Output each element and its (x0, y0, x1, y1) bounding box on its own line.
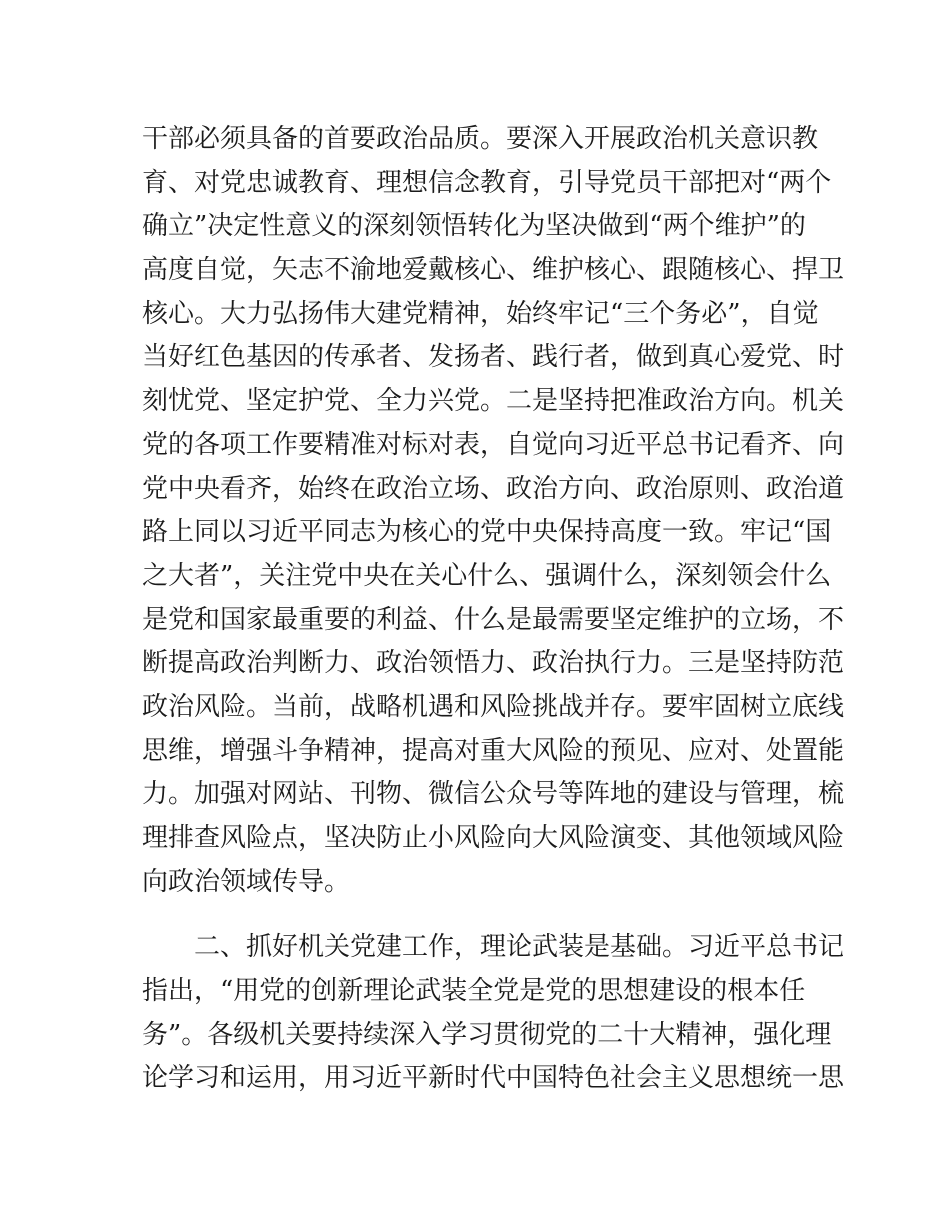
paragraph-spacer (142, 904, 822, 926)
text-line: 二、抓好机关党建工作，理论武装是基础。习近平总书记 (142, 932, 845, 963)
text-line: 党的各项工作要精准对标对表，自觉向习近平总书记看齐、向 (142, 429, 845, 460)
text-line: 党中央看齐，始终在政治立场、政治方向、政治原则、政治道 (142, 473, 845, 504)
text-line: 高度自觉，矢志不渝地爱戴核心、维护核心、跟随核心、捍卫 (142, 255, 845, 286)
text-line: 路上同以习近平同志为核心的党中央保持高度一致。牢记“国 (142, 517, 832, 548)
text-line: 指出，“用党的创新理论武装全党是党的思想建设的根本任 (142, 976, 806, 1007)
text-line: 力。加强对网站、刊物、微信公众号等阵地的建设与管理，梳 (142, 779, 845, 810)
text-line: 断提高政治判断力、政治领悟力、政治执行力。三是坚持防范 (142, 648, 845, 679)
text-line: 核心。大力弘扬伟大建党精神，始终牢记“三个务必”，自觉 (142, 298, 819, 329)
text-line: 之大者”，关注党中央在关心什么、强调什么，深刻领会什么 (142, 560, 832, 591)
text-line: 确立”决定性意义的深刻领悟转化为坚决做到“两个维护”的 (142, 211, 806, 242)
text-line: 思维，增强斗争精神，提高对重大风险的预见、应对、处置能 (142, 735, 845, 766)
paragraph-1 (142, 118, 845, 904)
text-line: 务”。各级机关要持续深入学习贯彻党的二十大精神，强化理 (142, 1019, 832, 1050)
document-body (142, 118, 845, 1101)
text-line: 政治风险。当前，战略机遇和风险挑战并存。要牢固树立底线 (142, 691, 845, 722)
paragraph-2 (142, 926, 845, 1101)
text-line: 理排查风险点，坚决防止小风险向大风险演变、其他领域风险 (142, 823, 845, 853)
text-line: 育、对党忠诚教育、理想信念教育，引导党员干部把对“两个 (142, 167, 832, 198)
text-line: 是党和国家最重要的利益、什么是最需要坚定维护的立场，不 (142, 604, 845, 635)
text-line: 向政治领域传导。 (142, 866, 351, 897)
text-line: 干部必须具备的首要政治品质。要深入开展政治机关意识教 (142, 124, 819, 154)
text-line: 刻忧党、坚定护党、全力兴党。二是坚持把准政治方向。机关 (142, 386, 845, 417)
text-line: 当好红色基因的传承者、发扬者、践行者，做到真心爱党、时 (142, 342, 845, 373)
text-line: 论学习和运用，用习近平新时代中国特色社会主义思想统一思 (142, 1063, 845, 1094)
